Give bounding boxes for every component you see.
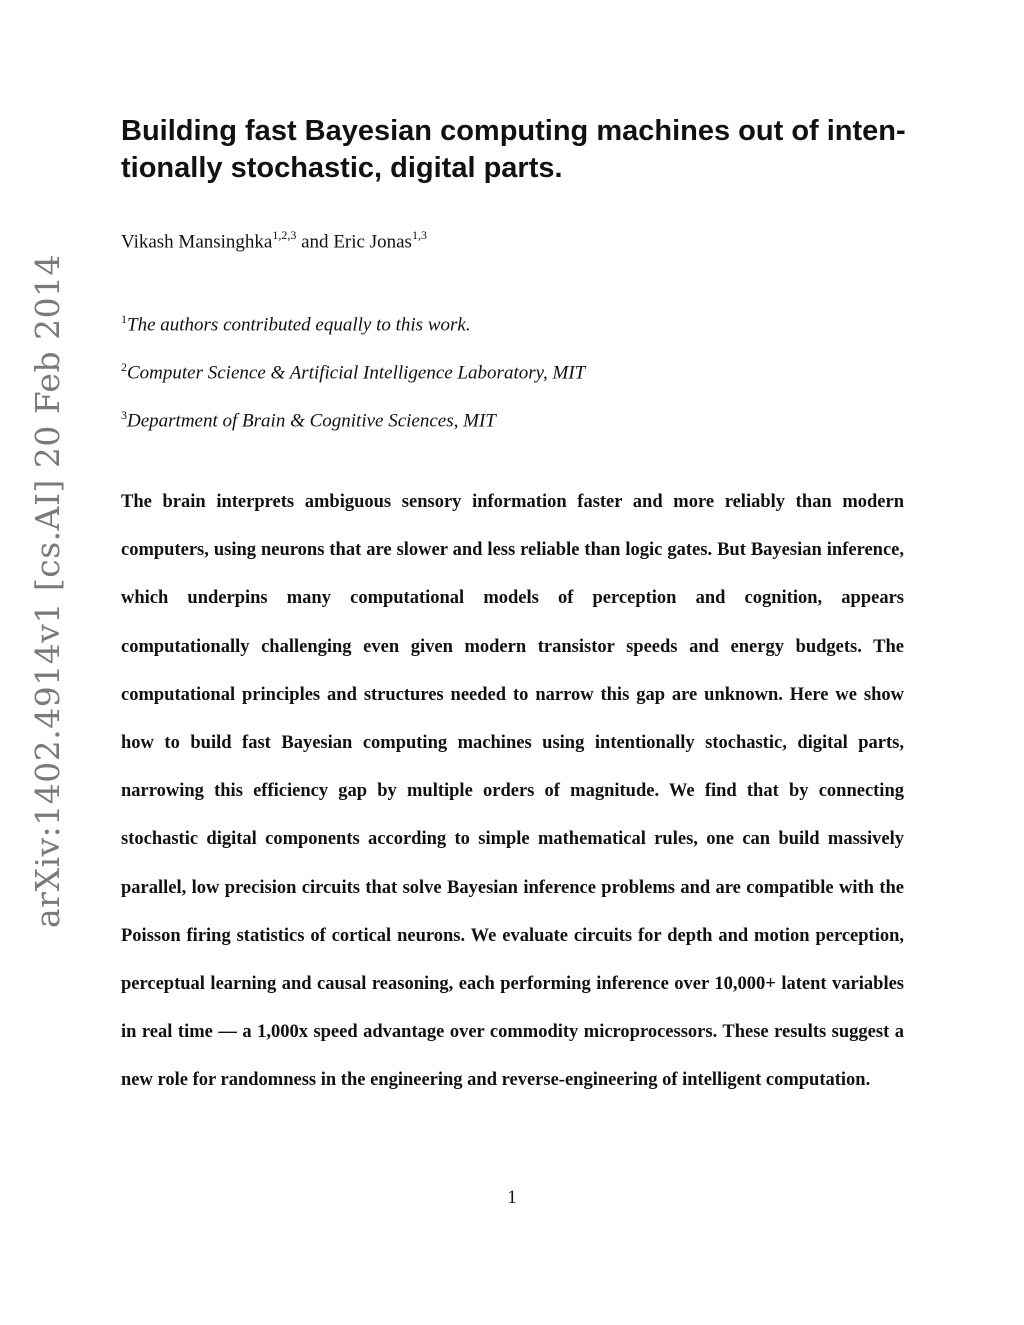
author-name: Vikash Mansinghka [121, 231, 273, 253]
affiliation-note [121, 312, 471, 336]
affiliation-text: Department of Brain & Cognitive Sciences, MIT [127, 410, 496, 432]
page-number: 1 [507, 1187, 517, 1208]
affiliation-text: Computer Science & Artificial Intelligence Laboratory, MIT [127, 362, 586, 384]
author-affiliation-marks: 1,2,3 [272, 228, 297, 242]
author-name: Eric Jonas [333, 231, 412, 253]
affiliation-note [121, 360, 585, 384]
paper-title: Building fast Bayesian computing machines out of inten-tionally stochastic, digital parts. [121, 115, 906, 184]
affiliation-text: The authors contributed equally to this work. [127, 314, 471, 336]
affiliation-mark: 1 [121, 312, 127, 326]
abstract: The brain interprets ambiguous sensory information faster and more reliably than modern computers, using neurons that are slower and less reliable than logic gates. But Bayesian inference, which underpins many computational models of perception and cognition, appears computationally challenging even given modern transistor speeds and energy budgets. The computational principles and structures needed to narrow this gap are unknown. Here we show how to build fast Bayesian computing machines using intentionally stochastic, digital parts, narrowing this efficiency gap by multiple orders of magnitude. We find that by connecting stochastic digital components according to simple mathematical rules, one can build massively parallel, low precision circuits that solve Bayesian inference problems and are compatible with the Poisson firing statistics of cortical neurons. We evaluate circuits for depth and motion perception, perceptual learning and causal reasoning, each performing inference over 10,000+ latent variables in real time — a 1,000x speed advantage over commodity microprocessors. These results suggest a new role for randomness in the engineering and reverse-engineering of intelligent computation. [121, 492, 904, 1091]
author-list [121, 229, 427, 253]
affiliation-note [121, 408, 496, 432]
affiliation-mark: 3 [121, 408, 127, 422]
author-conjunction: and [301, 231, 329, 253]
author-affiliation-marks: 1,3 [411, 228, 427, 242]
arxiv-identifier-stamp: arXiv:1402.4914v1 [cs.AI] 20 Feb 2014 [28, 253, 67, 928]
affiliation-mark: 2 [121, 360, 127, 374]
